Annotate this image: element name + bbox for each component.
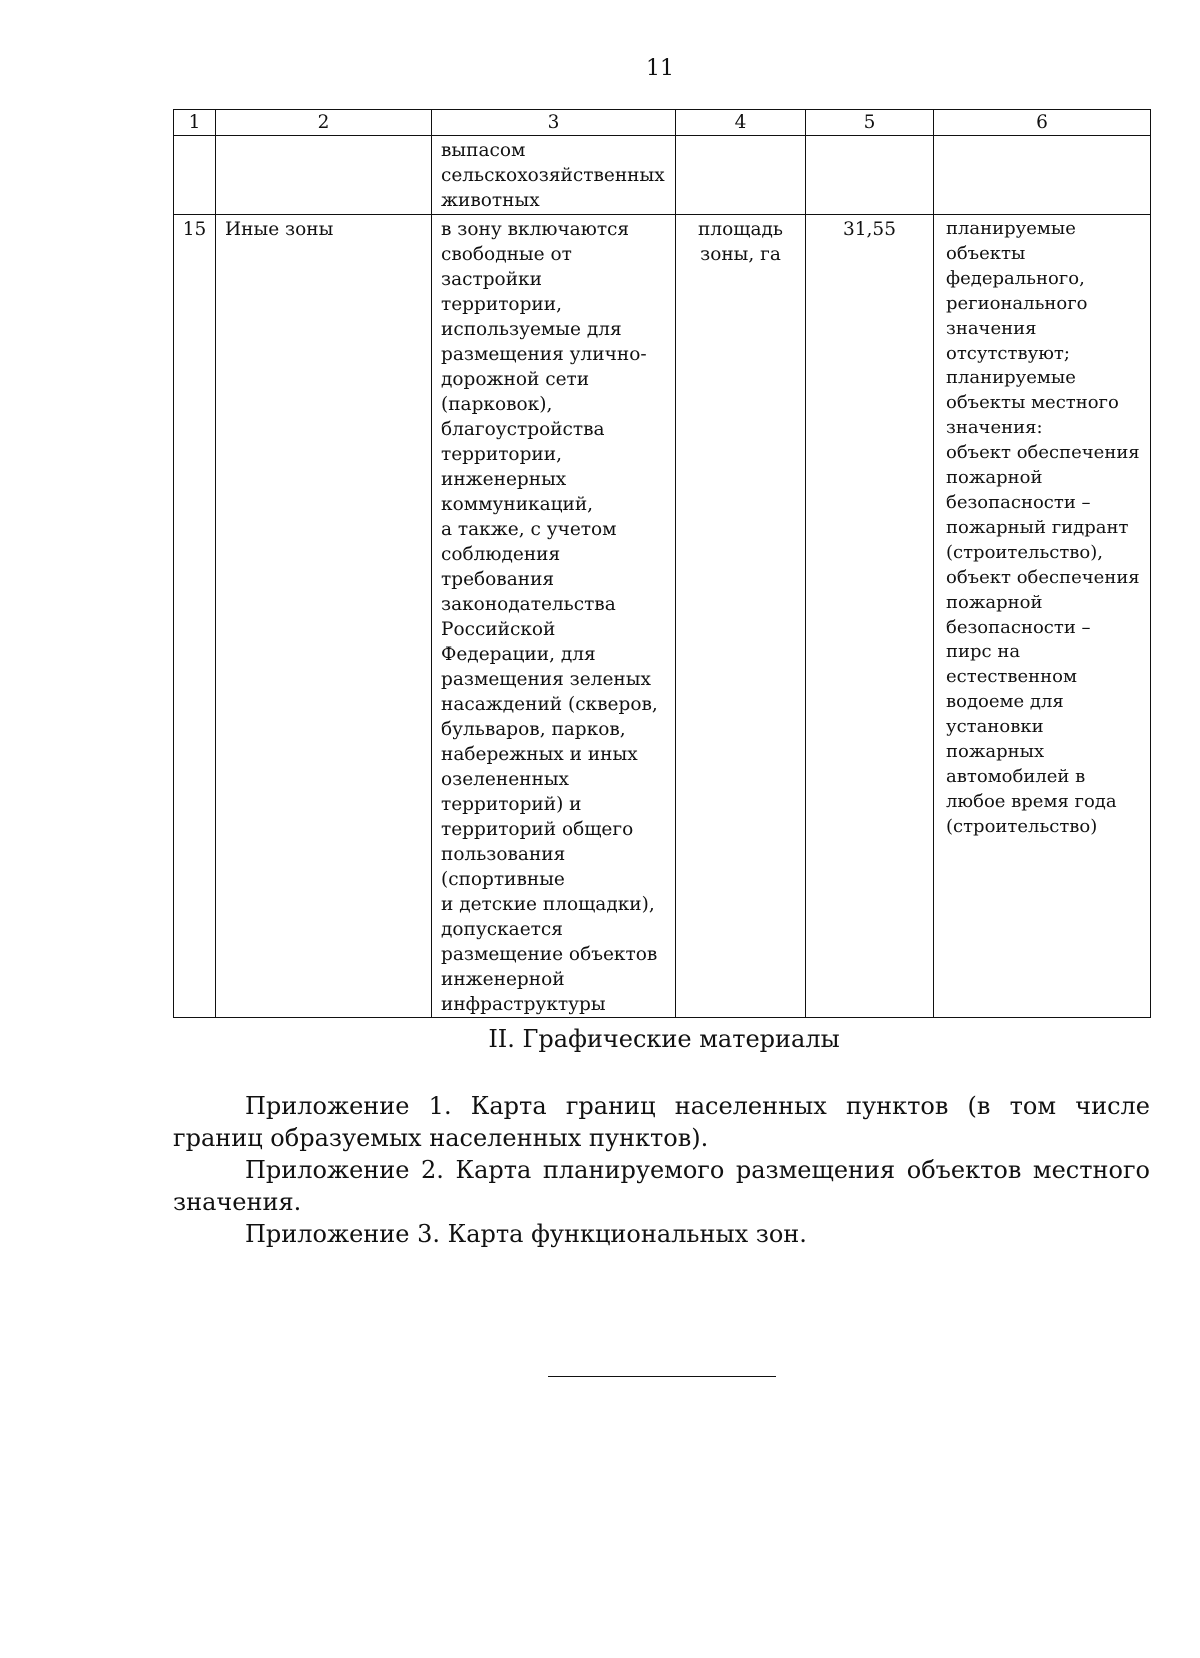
appendix-item: Приложение 1. Карта границ населенных пунктов (в том числе границ образуемых населенных пунктов). [173,1092,1150,1152]
section-title: II. Графические материалы [488,1025,840,1053]
planned-objects: планируемые объекты федерального, регионального значения отсутствуют; планируемые объекты местного значения: объект обеспечения пожарной безопасности – пожарный гидрант (строительство), объект обеспечения пожарной безопасности – пирс на естественном водоеме для установки пожарных автомобилей в любое время года (строительство) [946,218,1140,837]
table-cell [934,136,1151,215]
table-cell [676,136,806,215]
table-cell [432,215,676,1018]
column-header-3: 3 [432,110,676,136]
table-header-row [174,110,1151,136]
table-row [174,136,1151,215]
zone-description: в зону включаются свободные от застройки территории, используемые для размещения улично- дорожной сети (парковок), благоустройства территории, инженерных коммуникаций, а также, с учетом соблюдения требования законодательства Российской Федерации, для размещения зеленых насаждений (скверов, бульваров, парков, набережных и иных озелененных территорий) и территорий общего пользования (спортивные и детские площадки), допускается размещение объектов инженерной инфраструктуры [441,219,658,1015]
table-cell [216,215,432,1018]
table-cell [174,136,216,215]
column-header-1: 1 [174,110,216,136]
table-cell [934,215,1151,1018]
column-header-5: 5 [806,110,934,136]
zone-name: Иные зоны [225,219,334,240]
appendix-item: Приложение 2. Карта планируемого размещения объектов местного значения. [173,1156,1150,1216]
parameter-value: 31,55 [843,219,896,240]
appendix-item: Приложение 3. Карта функциональных зон. [245,1220,807,1248]
table-cell [174,215,216,1018]
table-cell [806,136,934,215]
end-separator-line [548,1376,776,1377]
zone-description-continued: выпасом сельскохозяйственных животных [441,140,665,211]
page-number: 11 [646,56,674,81]
table-cell [216,136,432,215]
row-number: 15 [182,219,207,240]
table-cell [806,215,934,1018]
zones-table [173,109,1151,1018]
column-header-6: 6 [934,110,1151,136]
table-cell [676,215,806,1018]
column-header-2: 2 [216,110,432,136]
column-header-4: 4 [676,110,806,136]
parameter-name: площадь зоны, га [698,219,783,265]
table-cell [432,136,676,215]
table-row [174,215,1151,1018]
appendix-list [173,1090,1150,1250]
